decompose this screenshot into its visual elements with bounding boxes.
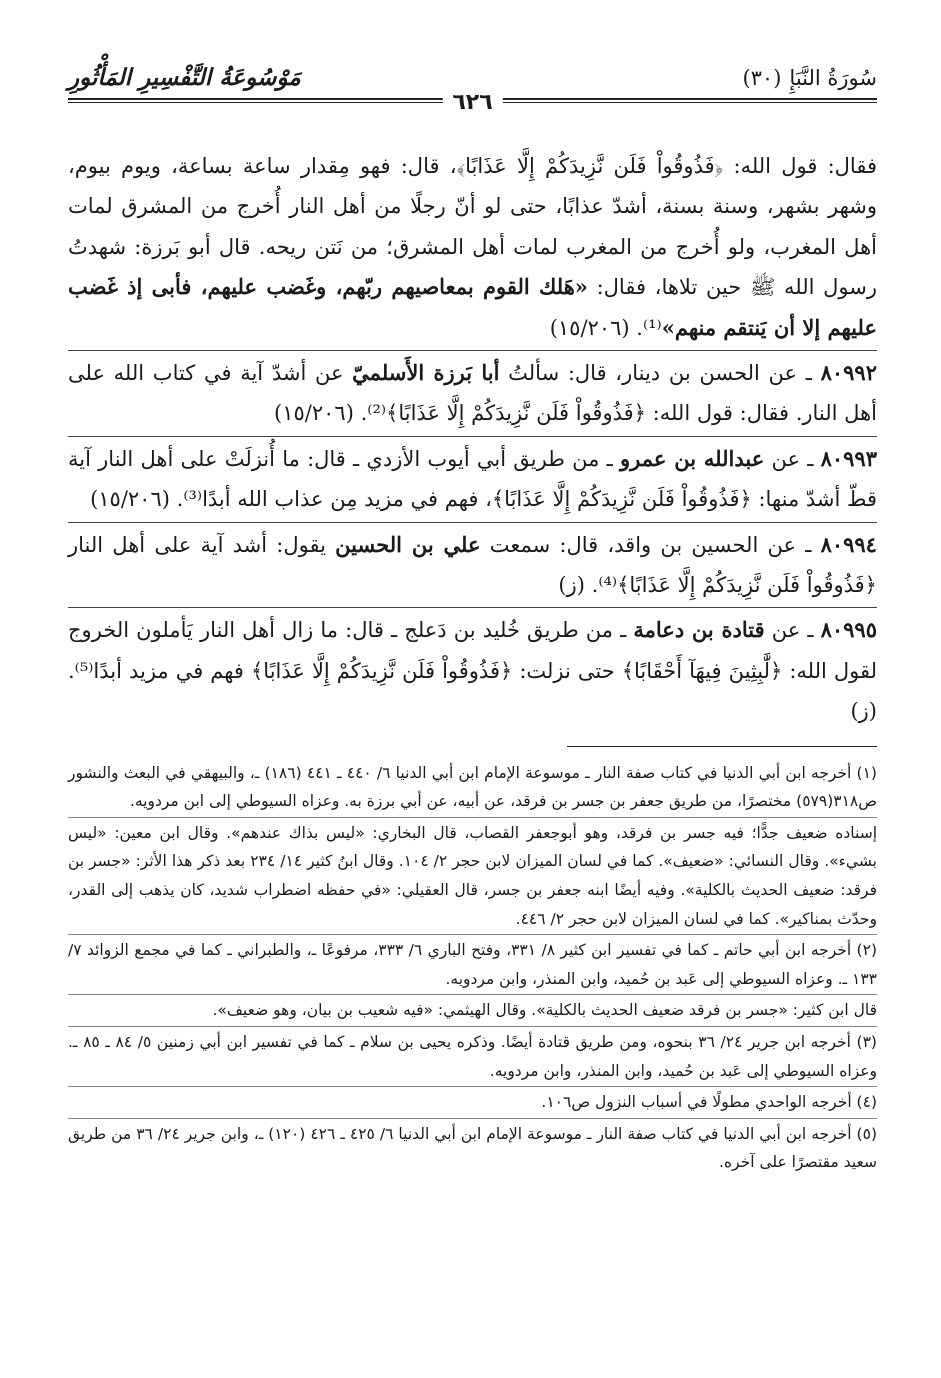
cross-reference: (١٥/٢٠٦) [549, 315, 630, 340]
footnote: (٣) أخرجه ابن جرير ٢٤/ ٣٦ بنحوه، ومن طريق قتادة أيضًا. وذكره يحيى بن سلام ـ كما في تفسير ابن أبي زمنين ٥/ ٨٤ ـ ٨٥ ـ. وعزاه السيوطي إلى عَبد بن حُميد، وابن المنذر، وابن مردويه. [68, 1026, 877, 1085]
footnote: قال ابن كثير: «جسر بن فرقد ضعيف الحديث بالكلية». وقال الهيثمي: «فيه شعيب بن بيان، وهو ضعيف». [68, 994, 877, 1025]
entry-continuation [68, 146, 877, 348]
running-head-book-title: مَوْسُوعَةُ التَّفْسِيرِ المَأْثُورِ [68, 64, 301, 91]
cross-reference: (١٥/٢٠٦) [274, 401, 354, 426]
footnote: (١) أخرجه ابن أبي الدنيا في كتاب صفة النار ـ موسوعة الإمام ابن أبي الدنيا ٦/ ٤٤٠ ـ ٤٤١ (١٨٦) ـ، والبيهقي في البعث والنشور ص٣١٨(٥٧٩) مختصرًا، من طريق جعفر بن جسر بن فرقد، عن أبيه، عن أبي برزة به. وعزاه السيوطي إلى ابن مردويه. [68, 763, 877, 811]
entry-text: ـ عن [764, 618, 814, 643]
running-head-surah [742, 64, 877, 91]
footnote: (٥) أخرجه ابن أبي الدنيا في كتاب صفة النار ـ موسوعة الإمام ابن أبي الدنيا ٦/ ٤٢٥ ـ ٤٢٦ (١٢٠) ـ، وابن جرير ٢٤/ ٣٦ من طريق سعيد مقتصرًا على آخره. [68, 1118, 877, 1177]
footnote: (٢) أخرجه ابن أبي حاتم ـ كما في تفسير ابن كثير ٨/ ٣٣١، وفتح الباري ٦/ ٣٣٣، مرفوعًا ـ، والطبراني ـ كما في مجمع الزوائد ٧/ ١٣٣ ـ. وعزاه السيوطي إلى عَبد بن حُميد، وابن المنذر، وابن مردويه. [68, 934, 877, 993]
surah-number: (٣٠) [742, 66, 782, 90]
footnote: إسناده ضعيف جدًّا؛ فيه جسر بن فرقد، وهو أبوجعفر القصاب، قال البخاري: «ليس بذاك عندهم». وقال ابن معين: «ليس بشيء». وقال النسائي: «ضعيف». كما في لسان الميزان لابن حجر ٢/ ١٠٤. وقال ابنُ كثير ١٤/ ٢٣٤ بعد ذكر هذا الأثر: «جسر بن فرقد: ضعيف الحديث بالكلية». وفيه أيضًا ابنه جعفر بن جسر، قال العقيلي: «في حفظه اضطراب شديد، كان يذهب إلى القدر، وحدّث بمناكير». كما في لسان الميزان لابن حجر ٢/ ٤٤٦. [68, 817, 877, 933]
main-text [68, 146, 877, 732]
hadith-quote: «هَلك القوم بمعاصيهم ربّهم، وغَضب عليهم، فأبى إذ غَضب عليهم إلا أن يَنتقم منهم» [68, 274, 877, 340]
footnote: (٤) أخرجه الواحدي مطولًا في أسباب النزول ص١٠٦. [68, 1086, 877, 1117]
cross-reference: (١٥/٢٠٦) [90, 487, 170, 512]
entry-number: ٨٠٩٩٣ [820, 445, 877, 471]
narrator-name: قتادة بن دعامة [633, 617, 765, 643]
entry-80993 [68, 436, 877, 520]
entry-tail: ـ من طريق أبي أيوب الأزدي ـ قال: ما أُنزلَتْ على أهل النار آية قطّ أشدّ منها: ﴿فَذُوقُواْ فَلَن نَّزِيدَكُمْ إِلَّا عَذَابًا﴾، فهم في مزيد مِن عذاب الله أبدًا⁽³⁾. [68, 446, 877, 512]
entry-tail: ـ من طريق خُليد بن دَعلج ـ قال: ما زال أهل النار يَأملون الخروج لقول الله: ﴿لَّٰبِثِينَ فِيهَآ أَحْقَابًا﴾ حتى نزلت: ﴿فَذُوقُواْ فَلَن نَّزِيدَكُمْ إِلَّا عَذَابًا﴾ فهم في مزيد أبدًا⁽⁵⁾. [68, 618, 877, 683]
entry-number: ٨٠٩٩٥ [820, 617, 877, 643]
entry-text: ـ عن [764, 446, 814, 471]
narrator-name: عبدالله بن عمرو [619, 445, 765, 471]
entry-tail: يقول: أشد آية على أهل النار ﴿فَذُوقُواْ فَلَن نَّزِيدَكُمْ إِلَّا عَذَابًا﴾⁽⁴⁾. [68, 532, 877, 598]
entry-80994 [68, 522, 877, 606]
entry-80992 [68, 350, 877, 434]
entry-tail: ⁽¹⁾. [636, 315, 662, 340]
entry-text: ـ عن الحسين بن واقد، قال: سمعت [480, 532, 812, 557]
footnotes [68, 759, 877, 1177]
entry-text: ـ عن الحسن بن دينار، قال: سألتُ [499, 361, 812, 386]
surah-name: سُورَةُ النَّبَإِ [789, 66, 877, 90]
narrator-name: علي بن الحسين [335, 531, 481, 557]
cross-reference: (ز) [558, 573, 585, 598]
entry-number: ٨٠٩٩٤ [820, 531, 877, 557]
footnote-separator [567, 746, 877, 747]
page-number: ٦٢٦ [442, 90, 502, 115]
entry-tail: عن أشدّ آية في كتاب الله على أهل النار. فقال: قول الله: ﴿فَذُوقُواْ فَلَن نَّزِيدَكُمْ إِلَّا عَذَابًا﴾⁽²⁾. [68, 361, 877, 426]
cross-reference: (ز) [850, 699, 877, 724]
page-header [68, 0, 877, 115]
narrator-name: أبا بَرزة الأَسلميّ [352, 360, 500, 386]
entry-number: ٨٠٩٩٢ [820, 360, 877, 386]
entry-text: فقال: قول الله: ﴿فَذُوقُواْ فَلَن نَّزِيدَكُمْ إِلَّا عَذَابًا﴾، قال: فهو مِقدار ساعة بساعة، ويوم بيوم، وشهر بشهر، وسنة بسنة، أشدّ عذابًا، حتى لو أنّ رجلًا من أهل النار أُخرج من المشرق لمات أهل المغرب، ولو أُخرج من المغرب لمات أهل المشرق؛ من نَتن ريحه. قال أبو بَرزة: شهدتُ رسول الله ﷺ حين تلاها، فقال: [68, 154, 878, 300]
entry-80995 [68, 607, 877, 731]
